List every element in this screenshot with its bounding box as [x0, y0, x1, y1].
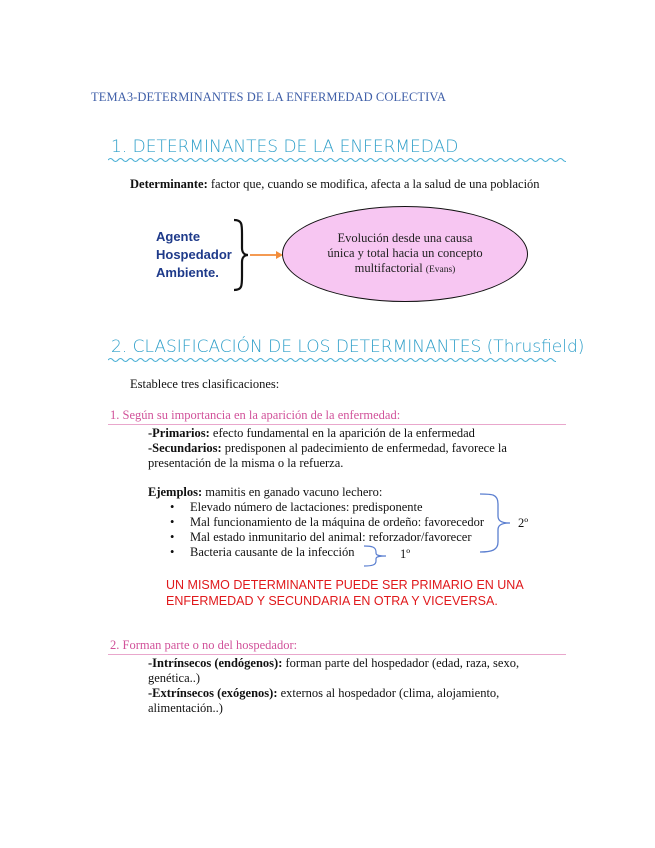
warning-text	[166, 577, 524, 609]
list-item: • Mal funcionamiento de la máquina de ordeño: favorecedor	[166, 515, 506, 530]
primary-brace	[362, 543, 398, 569]
figure-label-ambiente: Ambiente.	[156, 265, 219, 280]
intrinsecos-extrinsecos-block	[148, 656, 558, 716]
definition	[130, 177, 540, 192]
subsection-2-underline	[108, 654, 566, 655]
ellipse-line-3	[283, 261, 527, 278]
ejemplos-term: Ejemplos:	[148, 485, 203, 499]
intrinsecos-term: -Intrínsecos (endógenos):	[148, 656, 283, 670]
section-2-heading-underline	[108, 357, 556, 363]
section-2-heading: 2. CLASIFICACIÓN DE LOS DETERMINANTES (Thrusfield)	[111, 337, 585, 357]
ejemplos-line	[148, 485, 382, 500]
section-2-intro: Establece tres clasificaciones:	[130, 377, 280, 391]
figure-label-hospedador: Hospedador	[156, 247, 232, 262]
definition-term: Determinante:	[130, 177, 208, 191]
definition-text: factor que, cuando se modifica, afecta a la salud de una población	[207, 177, 540, 191]
secundarios-line-2: presentación de la misma o la refuerza.	[148, 456, 344, 470]
figure-ellipse-text	[283, 231, 527, 278]
intrinsecos-text-1: forman parte del hospedador (edad, raza, sexo,	[282, 656, 520, 670]
warning-line-2: ENFERMEDAD Y SECUNDARIA EN OTRA Y VICEVERSA.	[166, 594, 498, 608]
figure-brace-and-arrow	[228, 218, 288, 292]
primarios-line	[148, 426, 558, 441]
intrinsecos-line-2: genética..)	[148, 671, 201, 685]
ellipse-note: (Evans)	[425, 265, 456, 275]
ellipse-line-1: Evolución desde una causa	[337, 231, 473, 245]
subsection-1-underline	[108, 424, 566, 425]
list-item: • Mal estado inmunitario del animal: reforzador/favorecer	[166, 530, 506, 545]
warning-line-1: UN MISMO DETERMINANTE PUEDE SER PRIMARIO EN UNA	[166, 578, 524, 592]
ellipse-line-3-text: multifactorial	[354, 261, 423, 275]
subsection-2-heading: 2. Forman parte o no del hospedador:	[110, 638, 298, 652]
ellipse-line-2: única y total hacia un concepto	[327, 246, 483, 260]
subsection-1-heading: 1. Según su importancia en la aparición de la enfermedad:	[110, 408, 401, 422]
extrinsecos-term: -Extrínsecos (exógenos):	[148, 686, 278, 700]
list-item: • Elevado número de lactaciones: predisponente	[166, 500, 506, 515]
figure-ellipse	[282, 206, 528, 302]
secondary-label: 2º	[518, 516, 529, 530]
extrinsecos-line	[148, 686, 558, 701]
figure-labels	[156, 228, 232, 282]
intrinsecos-line	[148, 656, 558, 671]
section-1-heading-underline	[108, 157, 566, 163]
secundarios-term: -Secundarios:	[148, 441, 222, 455]
secundarios-line	[148, 441, 558, 456]
ejemplos-text: mamitis en ganado vacuno lechero:	[202, 485, 383, 499]
extrinsecos-text-1: externos al hospedador (clima, alojamiento,	[277, 686, 500, 700]
primary-label: 1º	[400, 547, 411, 561]
figure-label-agente: Agente	[156, 229, 201, 244]
ejemplos-list	[166, 500, 506, 560]
secondary-brace	[478, 490, 518, 556]
secundarios-text-1: predisponen al padecimiento de enfermedad, favorece la	[221, 441, 507, 455]
extrinsecos-line-2: alimentación..)	[148, 701, 223, 715]
primarios-term: -Primarios:	[148, 426, 210, 440]
document-title: TEMA3-DETERMINANTES DE LA ENFERMEDAD COLECTIVA	[91, 90, 447, 104]
list-item: • Bacteria causante de la infección	[166, 545, 506, 560]
determinants-figure	[148, 200, 534, 306]
section-1-heading: 1. DETERMINANTES DE LA ENFERMEDAD	[111, 137, 459, 157]
primarios-text: efecto fundamental en la aparición de la enfermedad	[209, 426, 475, 440]
primarios-secundarios-block	[148, 426, 558, 471]
